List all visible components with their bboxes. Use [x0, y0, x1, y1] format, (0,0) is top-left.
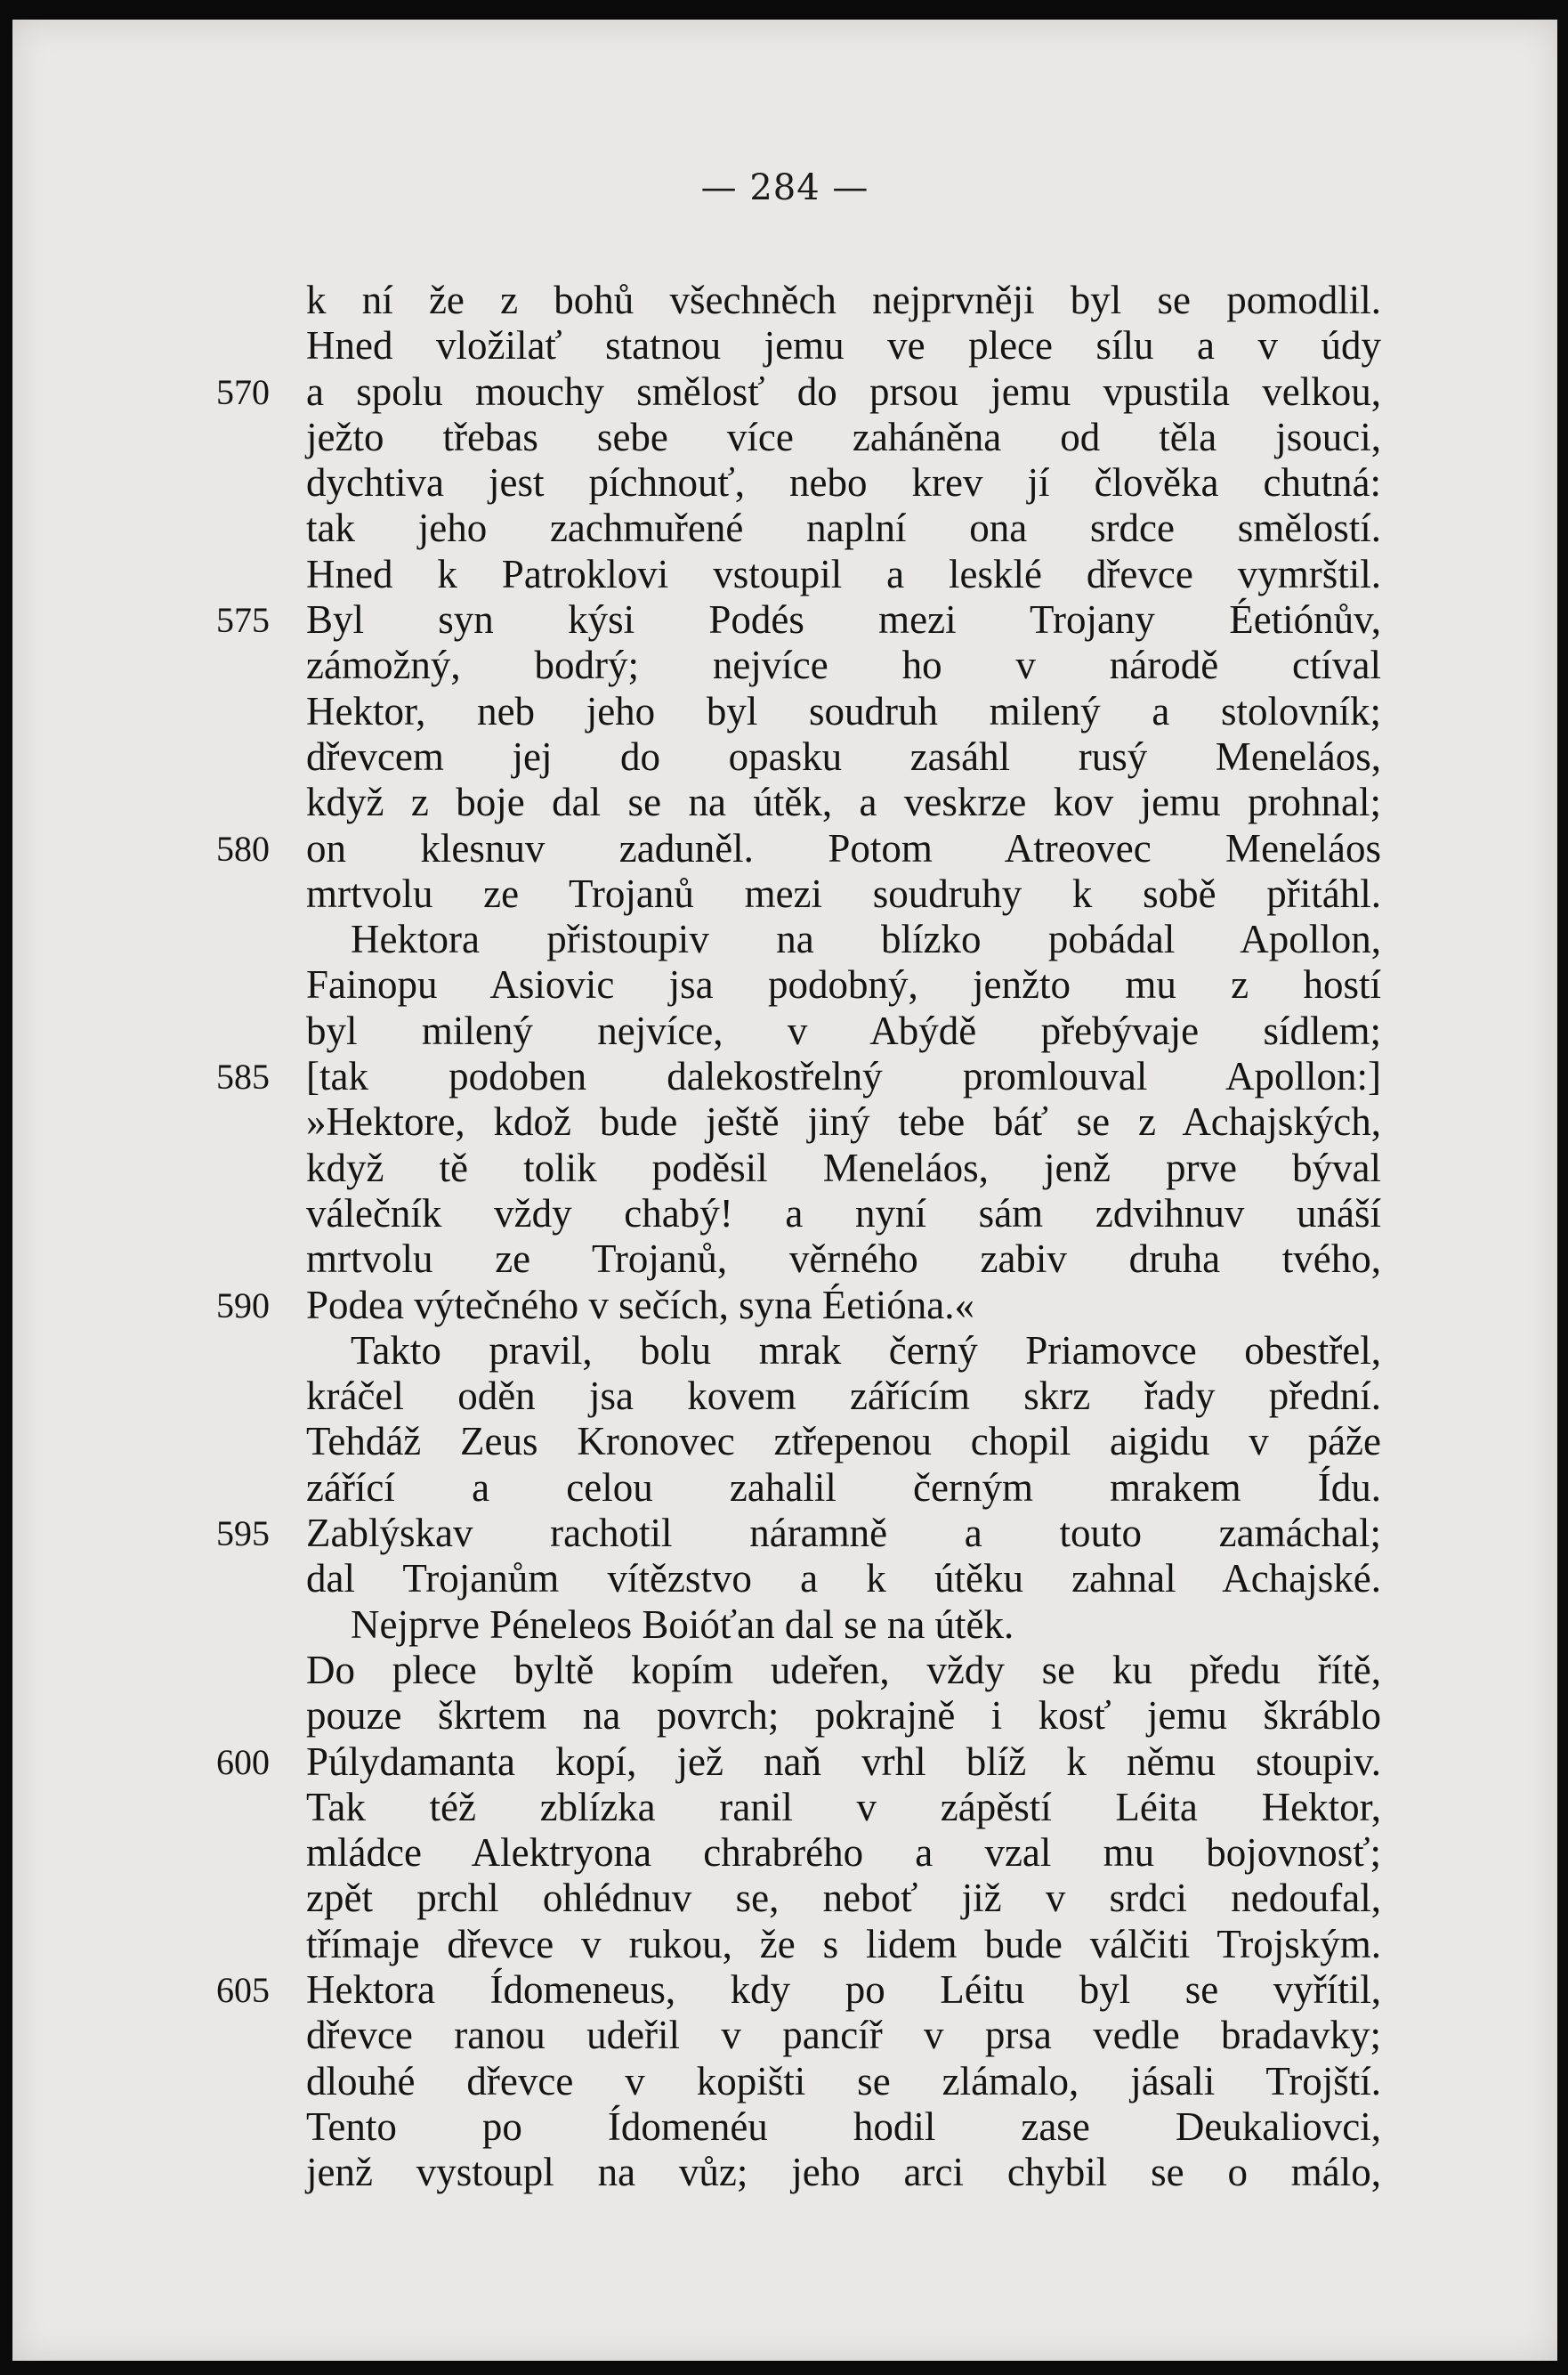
verse-line [12, 1830, 1557, 1876]
verse-line [12, 1465, 1557, 1511]
verse-line-text: když tě tolik poděsil Meneláos, jenž prve býval [306, 1145, 1381, 1190]
verse-line-number: 605 [216, 1969, 270, 2010]
verse-line [12, 460, 1557, 506]
verse-line-text: Fainopu Asiovic jsa podobný, jenžto mu z hostí [306, 962, 1381, 1008]
verse-line [12, 323, 1557, 369]
verse-line-number: 570 [216, 371, 270, 412]
verse-line [12, 780, 1557, 825]
verse-line-text: Tehdáž Zeus Kronovec ztřepenou chopil aigidu v páže [306, 1419, 1381, 1464]
verse-line [12, 1146, 1557, 1191]
verse-line [12, 415, 1557, 460]
verse-line-number: 600 [216, 1741, 270, 1782]
verse-line-number: 585 [216, 1057, 270, 1098]
verse-line [12, 1648, 1557, 1693]
verse-line-text: Tak též zblízka ranil v zápěstí Léita Hektor, [306, 1784, 1381, 1829]
verse-line [12, 1511, 1557, 1556]
verse-line-text: zámožný, bodrý; nejvíce ho v národě ctíval [306, 643, 1381, 688]
verse-line-number: 595 [216, 1513, 270, 1554]
verse-line-text: když z boje dal se na útěk, a veskrze kov jemu prohnal; [306, 780, 1381, 825]
verse-line [12, 1419, 1557, 1464]
book-page [12, 20, 1557, 2361]
verse-line-number: 590 [216, 1285, 270, 1325]
verse-line-text: on klesnuv zaduněl. Potom Atreovec Meneláos [306, 825, 1381, 871]
verse-line [12, 734, 1557, 780]
verse-line-text: Zablýskav rachotil náramně a touto zamáchal; [306, 1511, 1381, 1556]
verse-line [12, 2104, 1557, 2150]
verse-line-text: dal Trojanům vítězstvo a k útěku zahnal Achajské. [306, 1556, 1381, 1601]
verse-line-text: Byl syn kýsi Podés mezi Trojany Éetiónův, [306, 597, 1381, 643]
verse-line-text: »Hektore, kdož bude ještě jiný tebe báť se z Achajských, [306, 1099, 1381, 1145]
verse-line [12, 826, 1557, 871]
verse-line-number: 580 [216, 828, 270, 869]
verse-line [12, 1556, 1557, 1601]
verse-line-text: ježto třebas sebe více zaháněna od těla jsouci, [306, 414, 1381, 459]
verse-line [12, 1054, 1557, 1099]
verse-line [12, 689, 1557, 734]
verse-line-text: Hned k Patroklovi vstoupil a lesklé dřevce vymrštil. [306, 551, 1381, 596]
verse-line-text: byl milený nejvíce, v Abýdě přebývaje sídlem; [306, 1008, 1381, 1053]
verse-line-text: dřevcem jej do opasku zasáhl rusý Meneláos, [306, 734, 1381, 779]
verse-line [12, 1328, 1557, 1374]
verse-line [12, 1785, 1557, 1830]
verse-line-text: dřevce ranou udeřil v pancíř v prsa vedle bradavky; [306, 2013, 1381, 2058]
verse-line-text: zpět prchl ohlédnuv se, neboť již v srdci nedoufal, [306, 1876, 1381, 1921]
verse-line-text: dlouhé dřevce v kopišti se zlámalo, jásali Trojští. [306, 2058, 1381, 2103]
verse-line-text: Takto pravil, bolu mrak černý Priamovce obestřel, [351, 1327, 1381, 1373]
verse-line [12, 643, 1557, 688]
verse-line [12, 506, 1557, 551]
verse-line-text: [tak podoben dalekostřelný promlouval Apollon:] [306, 1054, 1381, 1099]
verse-line [12, 1099, 1557, 1145]
verse-line [12, 1967, 1557, 2013]
verse-line-text: mrtvolu ze Trojanů, věrného zabiv druha tvého, [306, 1236, 1381, 1282]
verse-line-text: dychtiva jest píchnouť, nebo krev jí člověka chutná: [306, 460, 1381, 506]
verse-line [12, 369, 1557, 415]
verse-line [12, 552, 1557, 597]
verse-line [12, 1374, 1557, 1419]
verse-line [12, 2150, 1557, 2195]
verse-line [12, 1009, 1557, 1054]
verse-line-text: mrtvolu ze Trojanů mezi soudruhy k sobě přitáhl. [306, 871, 1381, 916]
verse-line-text: k ní že z bohů všechněch nejprvněji byl se pomodlil. [306, 278, 1381, 322]
verse-line-text: mládce Alektryona chrabrého a vzal mu bojovnosť; [306, 1830, 1381, 1876]
verse-line [12, 278, 1557, 323]
verse-line [12, 1236, 1557, 1282]
verse-line-text: Do plece byltě kopím udeřen, vždy se ku předu řítě, [306, 1647, 1381, 1692]
verse-line [12, 1191, 1557, 1236]
verse-line [12, 1602, 1557, 1648]
verse-line [12, 1876, 1557, 1921]
verse-line-text: zářící a celou zahalil černým mrakem Ídu. [306, 1464, 1381, 1510]
verse-text-block [12, 278, 1557, 2195]
verse-line-text: jenž vystoupl na vůz; jeho arci chybil se o málo, [306, 2150, 1381, 2195]
verse-line [12, 2059, 1557, 2104]
verse-line-text: Hned vložilať statnou jemu ve plece sílu a v údy [306, 323, 1381, 369]
verse-line-text: Púlydamanta kopí, jež naň vrhl blíž k němu stoupiv. [306, 1739, 1381, 1784]
verse-line-text: válečník vždy chabý! a nyní sám zdvihnuv unáší [306, 1190, 1381, 1236]
verse-line [12, 597, 1557, 643]
verse-line [12, 1693, 1557, 1739]
verse-line-text: Hektora Ídomeneus, kdy po Léitu byl se vyřítil, [306, 1966, 1381, 2012]
verse-line-text: třímaje dřevce v rukou, že s lidem bude válčiti Trojským. [306, 1921, 1381, 1966]
verse-line-text: tak jeho zachmuřené naplní ona srdce smělostí. [306, 506, 1381, 551]
verse-line-number: 575 [216, 600, 270, 641]
verse-line-text: Nejprve Péneleos Boióťan dal se na útěk. [351, 1601, 1014, 1647]
verse-line-text: pouze škrtem na povrch; pokrajně i kosť jemu škráblo [306, 1693, 1381, 1739]
verse-line [12, 917, 1557, 962]
verse-line-text: Tento po Ídomenéu hodil zase Deukaliovci, [306, 2103, 1381, 2149]
verse-line-text: Hektora přistoupiv na blízko pobádal Apollon, [351, 917, 1381, 962]
verse-line [12, 962, 1557, 1008]
verse-line-text: a spolu mouchy smělosť do prsou jemu vpustila velkou, [306, 369, 1381, 414]
verse-line-text: Hektor, neb jeho byl soudruh milený a stolovník; [306, 688, 1381, 734]
page-number: — 284 — [700, 167, 869, 208]
verse-line [12, 1283, 1557, 1328]
verse-line-text: kráčel oděn jsa kovem zářícím skrz řady přední. [306, 1374, 1381, 1419]
verse-line [12, 871, 1557, 917]
verse-line [12, 1922, 1557, 1967]
verse-line-text: Podea výtečného v sečích, syna Éetióna.« [306, 1282, 975, 1327]
verse-line [12, 2013, 1557, 2058]
verse-line [12, 1739, 1557, 1785]
